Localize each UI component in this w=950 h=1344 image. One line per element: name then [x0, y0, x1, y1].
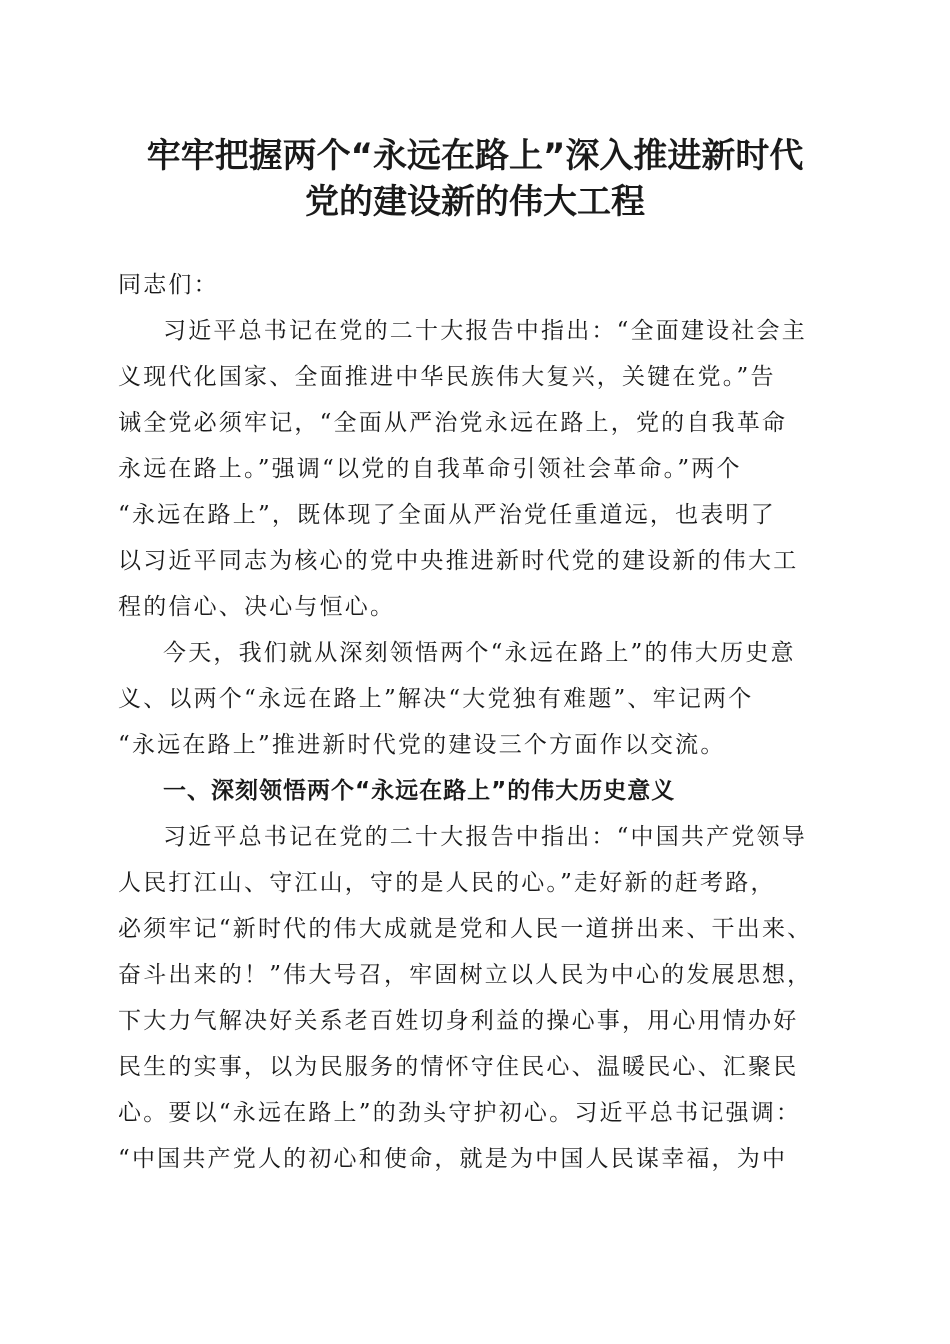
paragraph-line: “永远在路上”，既体现了全面从严治党任重道远，也表明了: [118, 502, 776, 528]
paragraph-line: 义现代化国家、全面推进中华民族伟大复兴，关键在党。”告: [118, 364, 776, 390]
paragraph-line: 心。要以“永远在路上”的劲头守护初心。习近平总书记强调：: [118, 1100, 802, 1126]
paragraph-line: 习近平总书记在党的二十大报告中指出：“中国共产党领导: [163, 824, 807, 850]
title-line-1: 牢牢把握两个“永远在路上”深入推进新时代: [146, 136, 804, 176]
salutation: 同志们：: [118, 272, 219, 298]
section-heading: 一、深刻领悟两个“永远在路上”的伟大历史意义: [163, 778, 676, 804]
paragraph-line: 奋斗出来的！”伟大号召，牢固树立以人民为中心的发展思想，: [118, 962, 813, 988]
paragraph-line: 下大力气解决好关系老百姓切身利益的操心事，用心用情办好: [118, 1008, 799, 1034]
paragraph-line: 今天，我们就从深刻领悟两个“永远在路上”的伟大历史意: [163, 640, 796, 666]
paragraph-line: 永远在路上。”强调“以党的自我革命引领社会革命。”两个: [118, 456, 742, 482]
paragraph-line: 义、以两个“永远在路上”解决“大党独有难题”、牢记两个: [118, 686, 754, 712]
paragraph-line: “中国共产党人的初心和使命，就是为中国人民谋幸福，为中: [118, 1146, 788, 1172]
paragraph-line: 民生的实事，以为民服务的情怀守住民心、温暖民心、汇聚民: [118, 1054, 799, 1080]
paragraph-line: “永远在路上”推进新时代党的建设三个方面作以交流。: [118, 732, 726, 758]
paragraph-line: 以习近平同志为核心的党中央推进新时代党的建设新的伟大工: [118, 548, 799, 574]
paragraph-line: 人民打江山、守江山，守的是人民的心。”走好新的赶考路，: [118, 870, 776, 896]
paragraph-line: 习近平总书记在党的二十大报告中指出：“全面建设社会主: [163, 318, 807, 344]
title-line-2: 党的建设新的伟大工程: [305, 182, 645, 222]
paragraph-line: 诫全党必须牢记，“全面从严治党永远在路上，党的自我革命: [118, 410, 788, 436]
paragraph-line: 必须牢记“新时代的伟大成就是党和人民一道拼出来、干出来、: [118, 916, 813, 942]
document-body: [118, 262, 838, 1182]
document-title: [100, 133, 850, 225]
paragraph-line: 程的信心、决心与恒心。: [118, 594, 396, 620]
